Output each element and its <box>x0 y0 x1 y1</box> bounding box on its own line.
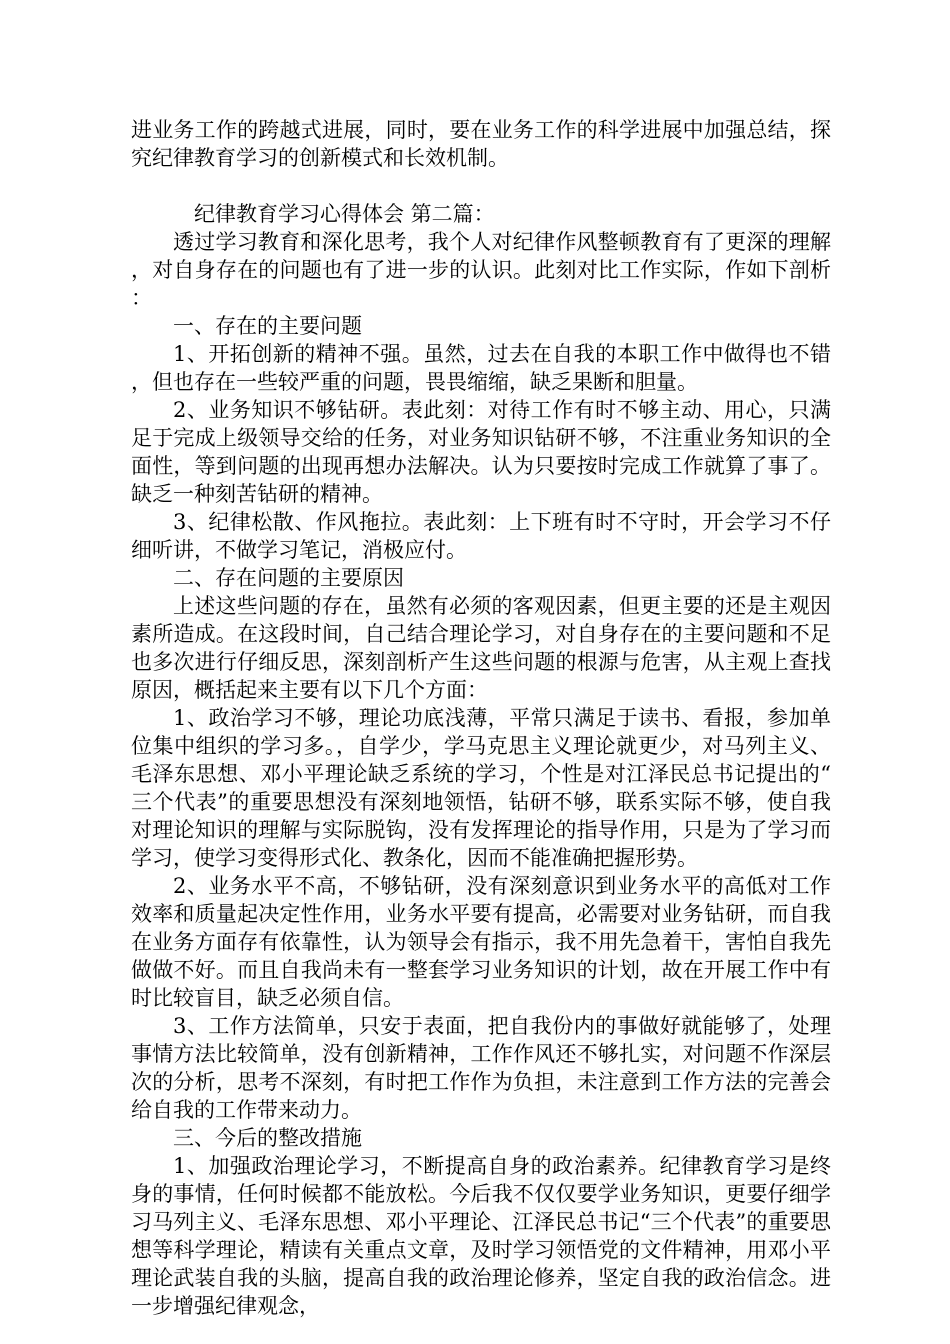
problem-item: 2、业务知识不够钻研。表此刻：对待工作有时不够主动、用心，只满足于完成上级领导交给的任务，对业务知识钻研不够，不注重业务知识的全面性，等到问题的出现再想办法解决。认为只要按时完成工作就算了事了。缺乏一种刻苦钻研的精神。 <box>131 398 831 506</box>
document-body <box>131 116 831 1320</box>
section-heading-problems: 一、存在的主要问题 <box>173 314 362 338</box>
intro-paragraph: 进业务工作的跨越式进展，同时，要在业务工作的科学进展中加强总结，探究纪律教育学习的创新模式和长效机制。 <box>131 118 831 170</box>
section-heading-causes: 二、存在问题的主要原因 <box>173 566 404 590</box>
cause-item: 3、工作方法简单，只安于表面，把自我份内的事做好就能够了，处理事情方法比较简单，没有创新精神，工作作风还不够扎实，对问题不作深层次的分析，思考不深刻，有时把工作作为负担，未注意到工作方法的完善会给自我的工作带来动力。 <box>131 1014 831 1122</box>
problem-item: 3、纪律松散、作风拖拉。表此刻：上下班有时不守时，开会学习不仔细听讲，不做学习笔记，消极应付。 <box>131 510 831 562</box>
section-heading-measures: 三、今后的整改措施 <box>173 1126 362 1150</box>
paragraph-gap <box>131 172 831 200</box>
article-title: 纪律教育学习心得体会 第二篇： <box>194 202 495 226</box>
measure-item: 1、加强政治理论学习，不断提高自身的政治素养。纪律教育学习是终身的事情，任何时候都不能放松。今后我不仅仅要学业务知识，更要仔细学习马列主义、毛泽东思想、邓小平理论、江泽民总书记“三个代表”的重要思想等科学理论，精读有关重点文章，及时学习领悟党的文件精神，用邓小平理论武装自我的头脑，提高自我的政治理论修养，坚定自我的政治信念。进一步增强纪律观念， <box>131 1154 831 1318</box>
cause-item: 1、政治学习不够，理论功底浅薄，平常只满足于读书、看报，参加单位集中组织的学习多。，自学少，学马克思主义理论就更少，对马列主义、毛泽东思想、邓小平理论缺乏系统的学习，个性是对江泽民总书记提出的“三个代表”的重要思想没有深刻地领悟，钻研不够，联系实际不够，使自我对理论知识的理解与实际脱钩，没有发挥理论的指导作用，只是为了学习而学习，使学习变得形式化、教条化，因而不能准确把握形势。 <box>131 706 831 870</box>
cause-item: 2、业务水平不高，不够钻研，没有深刻意识到业务水平的高低对工作效率和质量起决定性作用，业务水平要有提高，必需要对业务钻研，而自我在业务方面存有依靠性，认为领导会有指示，我不用先急着干，害怕自我先做做不好。而且自我尚未有一整套学习业务知识的计划，故在开展工作中有时比较盲目，缺乏必须自信。 <box>131 874 831 1010</box>
causes-intro: 上述这些问题的存在，虽然有必须的客观因素，但更主要的还是主观因素所造成。在这段时间，自己结合理论学习，对自身存在的主要问题和不足也多次进行仔细反思，深刻剖析产生这些问题的根源与危害，从主观上查找原因，概括起来主要有以下几个方面： <box>131 594 831 702</box>
problem-item: 1、开拓创新的精神不强。虽然，过去在自我的本职工作中做得也不错，但也存在一些较严重的问题，畏畏缩缩，缺乏果断和胆量。 <box>131 342 831 394</box>
opening-paragraph: 透过学习教育和深化思考，我个人对纪律作风整顿教育有了更深的理解，对自身存在的问题也有了进一步的认识。此刻对比工作实际，作如下剖析： <box>131 230 831 310</box>
